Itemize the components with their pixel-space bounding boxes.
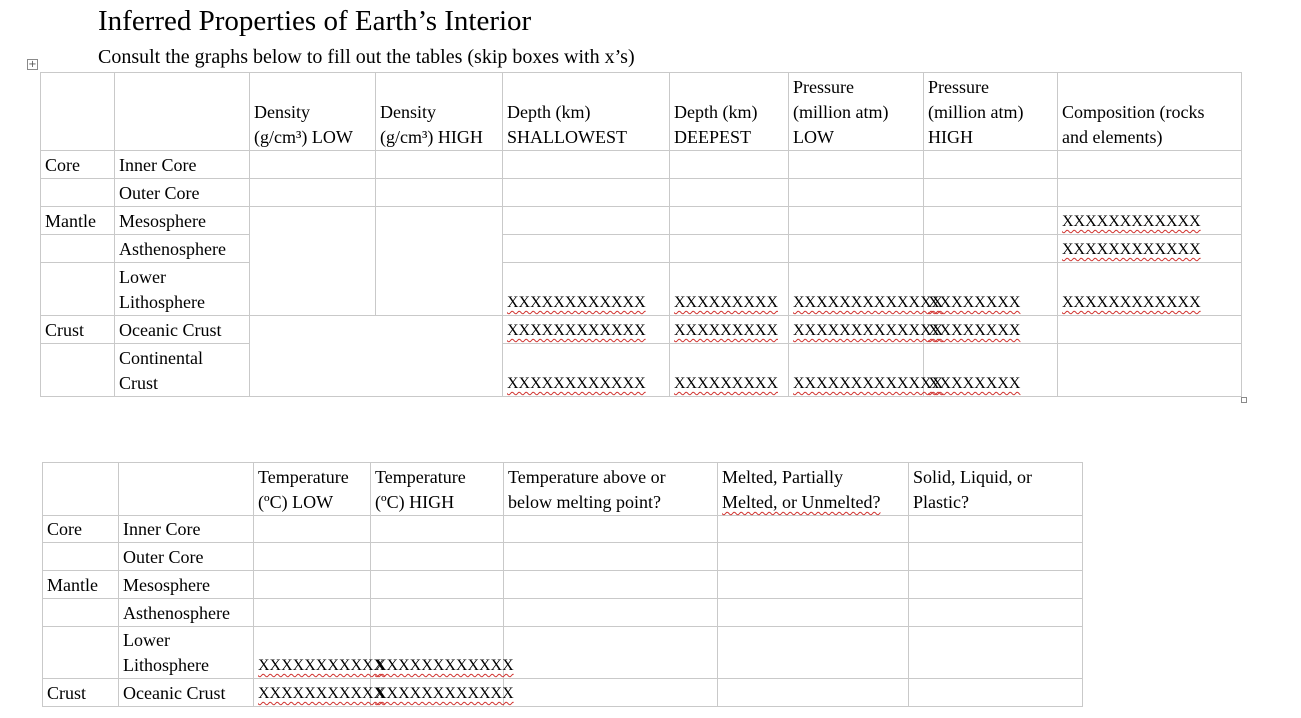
skip-cell[interactable]: XXXXXXXXXXXXX bbox=[789, 263, 924, 316]
layer-outer-core[interactable]: Outer Core bbox=[119, 543, 254, 571]
skip-cell[interactable]: XXXXXXXXXXX bbox=[254, 627, 371, 679]
table-row bbox=[41, 235, 1242, 263]
table-row bbox=[43, 679, 1083, 707]
input-cell[interactable] bbox=[1058, 344, 1242, 397]
skip-cell[interactable]: XXXXXXXXXXXX bbox=[371, 627, 504, 679]
input-cell[interactable] bbox=[376, 179, 503, 207]
input-cell[interactable] bbox=[718, 516, 909, 543]
input-cell[interactable] bbox=[371, 516, 504, 543]
input-cell[interactable] bbox=[909, 516, 1083, 543]
header-pressure-low[interactable]: Pressure (million atm) LOW bbox=[789, 73, 924, 151]
input-cell[interactable] bbox=[718, 571, 909, 599]
input-cell[interactable] bbox=[504, 679, 718, 707]
layer-lower-lithosphere[interactable]: Lower Lithosphere bbox=[119, 627, 254, 679]
input-cell[interactable] bbox=[670, 207, 789, 235]
header-temp-high[interactable]: Temperature (ºC) HIGH bbox=[371, 463, 504, 516]
header-density-high[interactable]: Density (g/cm³) HIGH bbox=[376, 73, 503, 151]
skip-cell[interactable]: XXXXXXXXXXXX bbox=[503, 263, 670, 316]
group-blank-cell[interactable] bbox=[41, 344, 115, 397]
input-cell[interactable] bbox=[1058, 151, 1242, 179]
input-cell[interactable] bbox=[789, 207, 924, 235]
layer-continental-crust[interactable]: Continental Crust bbox=[115, 344, 250, 397]
header-depth-deepest[interactable]: Depth (km) DEEPEST bbox=[670, 73, 789, 151]
layer-asthenosphere[interactable]: Asthenosphere bbox=[119, 599, 254, 627]
skip-cell[interactable]: XXXXXXXX bbox=[924, 344, 1058, 397]
group-blank-cell[interactable] bbox=[43, 543, 119, 571]
group-blank-cell[interactable] bbox=[41, 235, 115, 263]
input-cell[interactable] bbox=[789, 151, 924, 179]
table-row bbox=[41, 344, 1242, 397]
input-cell[interactable] bbox=[718, 599, 909, 627]
input-cell[interactable] bbox=[670, 151, 789, 179]
input-cell[interactable] bbox=[924, 179, 1058, 207]
input-cell-merged[interactable] bbox=[250, 316, 503, 397]
table-row bbox=[41, 263, 1242, 316]
skip-cell[interactable]: XXXXXXXXX bbox=[670, 344, 789, 397]
skip-cell[interactable]: XXXXXXXXXXXX bbox=[1058, 263, 1242, 316]
header-density-low[interactable]: Density (g/cm³) LOW bbox=[250, 73, 376, 151]
input-cell[interactable] bbox=[1058, 316, 1242, 344]
skip-cell[interactable]: XXXXXXXX bbox=[924, 263, 1058, 316]
input-cell[interactable] bbox=[504, 543, 718, 571]
input-cell[interactable] bbox=[909, 679, 1083, 707]
header-composition[interactable]: Composition (rocks and elements) bbox=[1058, 73, 1242, 151]
group-blank-cell[interactable] bbox=[41, 263, 115, 316]
group-core[interactable]: Core bbox=[43, 516, 119, 543]
layer-header-cell[interactable] bbox=[119, 463, 254, 516]
layer-inner-core[interactable]: Inner Core bbox=[119, 516, 254, 543]
table-row bbox=[43, 516, 1083, 543]
skip-cell[interactable]: XXXXXXXXX bbox=[670, 316, 789, 344]
skip-cell[interactable]: XXXXXXXXXXXX bbox=[503, 316, 670, 344]
input-cell[interactable] bbox=[504, 599, 718, 627]
skip-cell[interactable]: XXXXXXXXXXXX bbox=[1058, 235, 1242, 263]
input-cell[interactable] bbox=[250, 179, 376, 207]
input-cell[interactable] bbox=[670, 179, 789, 207]
input-cell[interactable] bbox=[670, 235, 789, 263]
header-state[interactable]: Solid, Liquid, or Plastic? bbox=[909, 463, 1083, 516]
input-cell[interactable] bbox=[924, 235, 1058, 263]
input-cell[interactable] bbox=[718, 679, 909, 707]
input-cell[interactable] bbox=[503, 151, 670, 179]
skip-cell[interactable]: XXXXXXXX bbox=[924, 316, 1058, 344]
layer-lower-lithosphere[interactable]: Lower Lithosphere bbox=[115, 263, 250, 316]
skip-cell[interactable]: XXXXXXXXXXXX bbox=[1058, 207, 1242, 235]
group-mantle[interactable]: Mantle bbox=[43, 571, 119, 599]
layer-mesosphere[interactable]: Mesosphere bbox=[115, 207, 250, 235]
table-row bbox=[41, 207, 1242, 235]
input-cell[interactable] bbox=[504, 571, 718, 599]
input-cell[interactable] bbox=[789, 179, 924, 207]
input-cell[interactable] bbox=[254, 571, 371, 599]
table-move-handle-icon[interactable]: + bbox=[28, 59, 37, 70]
input-cell[interactable] bbox=[503, 207, 670, 235]
input-cell[interactable] bbox=[254, 516, 371, 543]
skip-cell[interactable]: XXXXXXXXXXXXX bbox=[789, 316, 924, 344]
input-cell[interactable] bbox=[254, 543, 371, 571]
group-crust[interactable]: Crust bbox=[43, 679, 119, 707]
input-cell-merged[interactable] bbox=[376, 207, 503, 316]
group-header-cell[interactable] bbox=[41, 73, 115, 151]
document-title: Inferred Properties of Earth’s Interior bbox=[98, 5, 532, 37]
temperature-table bbox=[42, 462, 1083, 707]
header-row bbox=[41, 73, 1242, 151]
header-depth-shallowest[interactable]: Depth (km) SHALLOWEST bbox=[503, 73, 670, 151]
input-cell[interactable] bbox=[924, 151, 1058, 179]
input-cell[interactable] bbox=[924, 207, 1058, 235]
skip-cell[interactable]: XXXXXXXXXXXXX bbox=[789, 344, 924, 397]
layer-mesosphere[interactable]: Mesosphere bbox=[119, 571, 254, 599]
table-row bbox=[43, 627, 1083, 679]
group-crust[interactable]: Crust bbox=[41, 316, 115, 344]
table-row bbox=[41, 151, 1242, 179]
header-temp-low[interactable]: Temperature (ºC) LOW bbox=[254, 463, 371, 516]
group-blank-cell[interactable] bbox=[43, 599, 119, 627]
layer-asthenosphere[interactable]: Asthenosphere bbox=[115, 235, 250, 263]
layer-inner-core[interactable]: Inner Core bbox=[115, 151, 250, 179]
table-row bbox=[41, 179, 1242, 207]
input-cell[interactable] bbox=[909, 599, 1083, 627]
input-cell[interactable] bbox=[250, 151, 376, 179]
input-cell[interactable] bbox=[1058, 179, 1242, 207]
input-cell[interactable] bbox=[504, 627, 718, 679]
header-melting-point[interactable]: Temperature above or below melting point? bbox=[504, 463, 718, 516]
input-cell[interactable] bbox=[371, 599, 504, 627]
input-cell[interactable] bbox=[909, 543, 1083, 571]
table-row bbox=[43, 571, 1083, 599]
group-blank-cell[interactable] bbox=[41, 179, 115, 207]
table-row bbox=[41, 316, 1242, 344]
input-cell-merged[interactable] bbox=[250, 207, 376, 316]
input-cell[interactable] bbox=[504, 516, 718, 543]
input-cell[interactable] bbox=[909, 627, 1083, 679]
skip-cell[interactable]: XXXXXXXXXXXX bbox=[503, 344, 670, 397]
header-pressure-high[interactable]: Pressure (million atm) HIGH bbox=[924, 73, 1058, 151]
layer-oceanic-crust[interactable]: Oceanic Crust bbox=[119, 679, 254, 707]
header-melted[interactable]: Melted, Partially Melted, or Unmelted? bbox=[718, 463, 909, 516]
layer-oceanic-crust[interactable]: Oceanic Crust bbox=[115, 316, 250, 344]
header-row bbox=[43, 463, 1083, 516]
input-cell[interactable] bbox=[718, 543, 909, 571]
input-cell[interactable] bbox=[503, 235, 670, 263]
document-subtitle: Consult the graphs below to fill out the tables (skip boxes with x’s) bbox=[98, 46, 635, 68]
properties-table bbox=[40, 72, 1242, 397]
group-header-cell[interactable] bbox=[43, 463, 119, 516]
skip-cell[interactable]: XXXXXXXXX bbox=[670, 263, 789, 316]
table-row bbox=[43, 599, 1083, 627]
layer-header-cell[interactable] bbox=[115, 73, 250, 151]
input-cell[interactable] bbox=[376, 151, 503, 179]
input-cell[interactable] bbox=[503, 179, 670, 207]
input-cell[interactable] bbox=[789, 235, 924, 263]
skip-cell[interactable]: XXXXXXXXXXXX bbox=[371, 679, 504, 707]
layer-outer-core[interactable]: Outer Core bbox=[115, 179, 250, 207]
group-core[interactable]: Core bbox=[41, 151, 115, 179]
table-resize-handle[interactable] bbox=[1241, 397, 1247, 403]
input-cell[interactable] bbox=[254, 599, 371, 627]
group-mantle[interactable]: Mantle bbox=[41, 207, 115, 235]
input-cell[interactable] bbox=[718, 627, 909, 679]
skip-cell[interactable]: XXXXXXXXXXX bbox=[254, 679, 371, 707]
input-cell[interactable] bbox=[371, 571, 504, 599]
input-cell[interactable] bbox=[371, 543, 504, 571]
group-blank-cell[interactable] bbox=[43, 627, 119, 679]
table-row bbox=[43, 543, 1083, 571]
input-cell[interactable] bbox=[909, 571, 1083, 599]
